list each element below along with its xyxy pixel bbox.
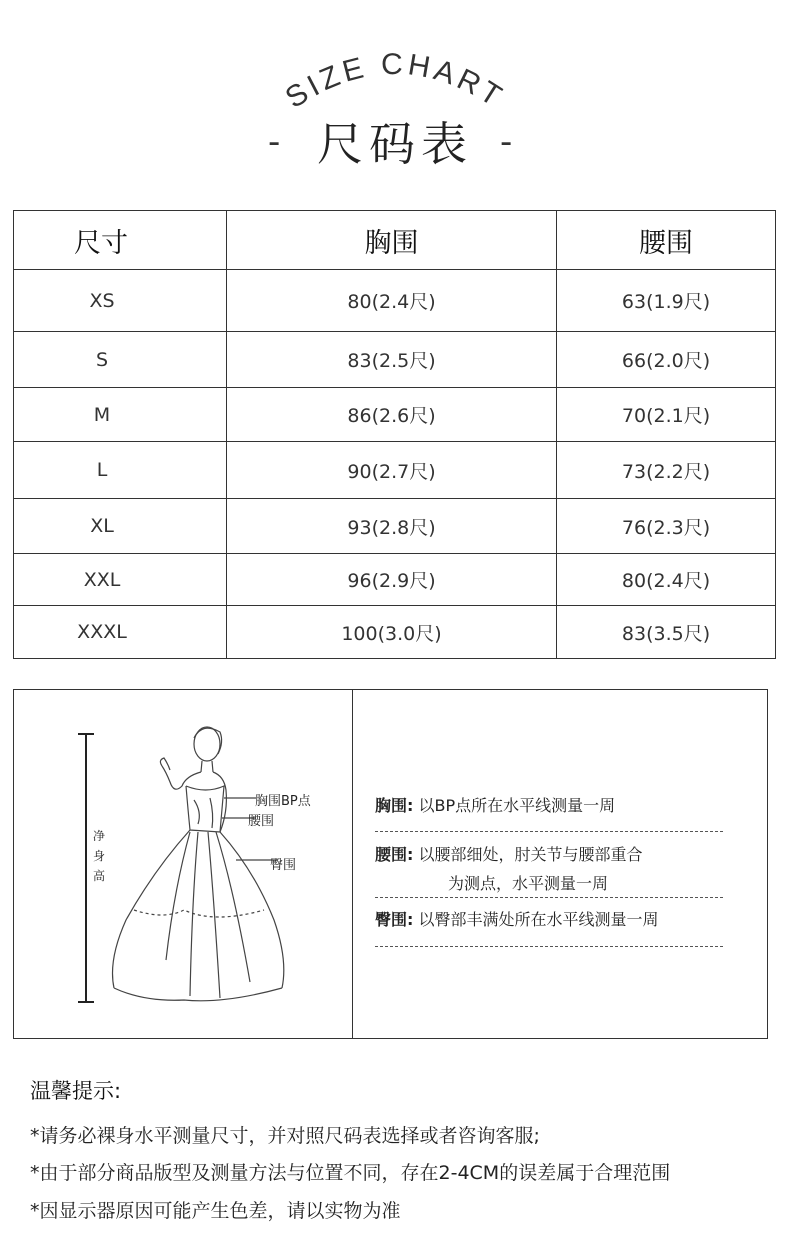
- measure-bust-text: 以BP点所在水平线测量一周: [418, 796, 616, 815]
- dotted-divider: [375, 897, 723, 898]
- bust-cell: 80(2.4尺): [227, 270, 557, 332]
- waist-cell: 66(2.0尺): [557, 332, 776, 388]
- bust-cell: 83(2.5尺): [227, 332, 557, 388]
- svg-text:SIZE CHART: [280, 48, 510, 115]
- waist-cell: 80(2.4尺): [557, 554, 776, 606]
- bust-cell: 93(2.8尺): [227, 499, 557, 554]
- tip-item: *由于部分商品版型及测量方法与位置不同，存在2-4CM的误差属于合理范围: [30, 1162, 671, 1184]
- waist-cell: 73(2.2尺): [557, 442, 776, 499]
- bust-cell: 90(2.7尺): [227, 442, 557, 499]
- table-row: [14, 499, 776, 554]
- page-title: 尺码表: [317, 117, 473, 171]
- bust-cell: 96(2.9尺): [227, 554, 557, 606]
- label-hip: 臀围: [270, 858, 297, 873]
- table-row: [14, 332, 776, 388]
- arc-title-text: SIZE CHART: [279, 47, 511, 115]
- measure-bust-term: 胸围:: [375, 796, 414, 815]
- tip-item: *因显示器原因可能产生色差，请以实物为准: [30, 1200, 401, 1222]
- measure-hip-term: 臀围:: [375, 910, 414, 929]
- measure-waist-cont: 为测点，水平测量一周: [448, 874, 609, 893]
- label-height-1: 净: [92, 829, 105, 843]
- header: [0, 0, 790, 200]
- waist-cell: 63(1.9尺): [557, 270, 776, 332]
- header-bust: 胸围: [227, 211, 557, 270]
- waist-cell: 76(2.3尺): [557, 499, 776, 554]
- waist-cell: 83(3.5尺): [557, 606, 776, 659]
- size-cell: XS: [89, 289, 115, 312]
- size-cell: XXXL: [77, 621, 127, 643]
- measure-bust: [375, 793, 615, 816]
- dotted-divider: [375, 831, 723, 832]
- title-dash-left: -: [268, 122, 281, 162]
- label-bust-bp: 胸围BP点: [255, 794, 311, 809]
- size-chart-arc-title: [0, 20, 790, 120]
- label-height-3: 高: [92, 869, 105, 883]
- measure-hip-text: 以臀部丰满处所在水平线测量一周: [418, 910, 659, 929]
- bust-cell: 86(2.6尺): [227, 388, 557, 442]
- header-size: 尺寸: [14, 211, 227, 270]
- guide-divider: [352, 690, 353, 1038]
- measure-waist-term: 腰围:: [375, 845, 414, 864]
- tip-item: *请务必裸身水平测量尺寸，并对照尺码表选择或者咨询客服;: [30, 1125, 540, 1147]
- table-row: [14, 270, 776, 332]
- size-table: [13, 210, 776, 659]
- bust-cell: 100(3.0尺): [227, 606, 557, 659]
- table-row: [14, 442, 776, 499]
- waist-cell: 70(2.1尺): [557, 388, 776, 442]
- size-cell: XL: [90, 515, 114, 537]
- size-cell: M: [93, 403, 111, 426]
- tips-title: 温馨提示:: [30, 1079, 122, 1103]
- measure-hip: [375, 907, 659, 930]
- dotted-divider: [375, 946, 723, 947]
- table-row: [14, 606, 776, 659]
- title-dash-right: -: [500, 122, 513, 162]
- label-height-2: 身: [92, 849, 105, 863]
- table-row: [14, 388, 776, 442]
- size-cell: XXL: [83, 568, 121, 591]
- table-header-row: [14, 211, 776, 270]
- header-waist: 腰围: [557, 211, 776, 270]
- size-cell: S: [95, 348, 109, 371]
- measure-waist-text: 以腰部细处，肘关节与腰部重合: [418, 845, 643, 864]
- label-waist: 腰围: [248, 814, 275, 829]
- table-row: [14, 554, 776, 606]
- size-cell: L: [96, 459, 108, 481]
- measure-waist: [375, 842, 643, 865]
